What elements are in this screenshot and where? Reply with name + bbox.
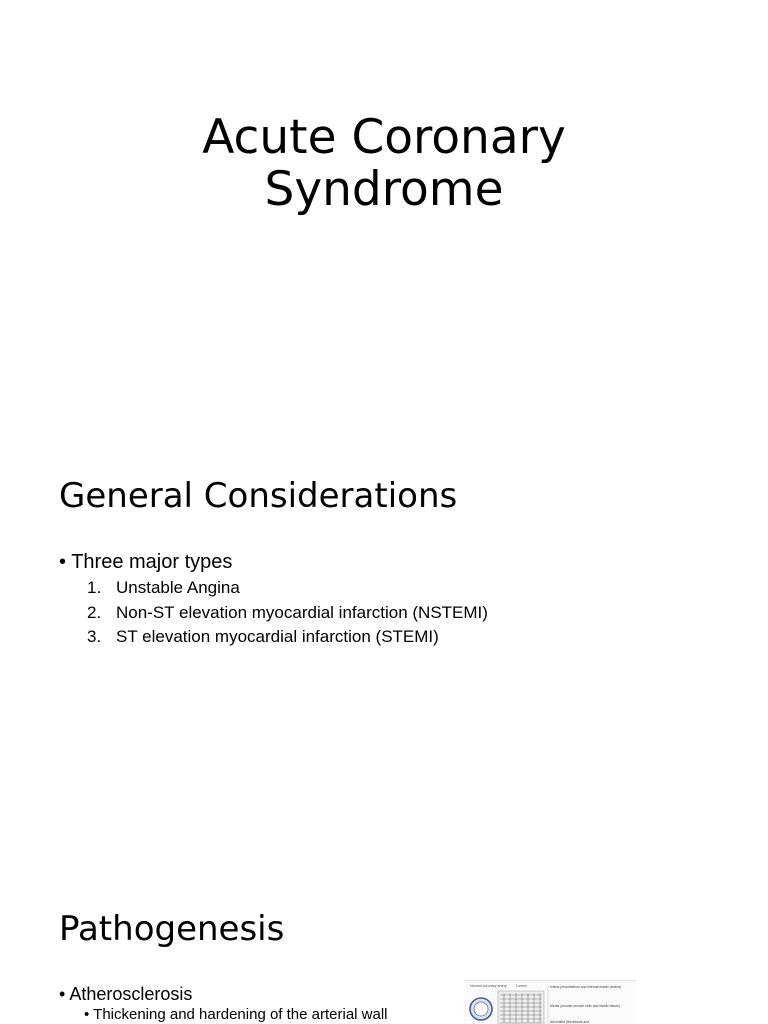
list-item-text: Non-ST elevation myocardial infarction (NSTEMI) [116,602,488,622]
diagram-label-artery: Normal coronary artery [470,984,507,988]
list-item [87,625,488,650]
title-slide-heading [0,112,768,216]
thickening-sub-bullet: • Thickening and hardening of the arterial wall [84,1006,388,1023]
general-considerations-heading: General Considerations [59,476,458,516]
list-item-number: 3. [87,627,102,646]
artery-cross-section-lumen [474,1002,488,1016]
list-item-text: ST elevation myocardial infarction (STEMI) [116,627,439,646]
types-bullet-text: Three major types [71,551,233,573]
atherosclerosis-bullet-text: Atherosclerosis [69,984,193,1004]
diagram-label-media: Media (smooth muscle cells and elastic tissue) [550,1004,620,1008]
pathogenesis-heading: Pathogenesis [59,909,285,949]
diagram-label-adventitia: Adventitia (fibroblasts and [550,1020,590,1024]
list-item [87,601,488,626]
list-item-text: Unstable Angina [116,578,240,597]
list-item-number: 2. [87,602,102,622]
title-line-1: Acute Coronary [202,110,566,165]
artery-diagram-thumbnail [464,980,636,1024]
list-item [87,576,488,601]
diagram-label-lumen: Lumen [516,984,527,988]
types-list [87,576,488,650]
title-line-2: Syndrome [264,162,504,217]
diagram-label-intima: Intima (endothelium and internal elastic lamina) [550,985,622,989]
list-item-number: 1. [87,578,102,597]
types-bullet: • Three major types [59,551,233,573]
atherosclerosis-bullet: • Atherosclerosis [59,984,193,1004]
thickening-sub-bullet-text: Thickening and hardening of the arterial wall [93,1006,388,1023]
artery-diagram [464,981,636,1024]
